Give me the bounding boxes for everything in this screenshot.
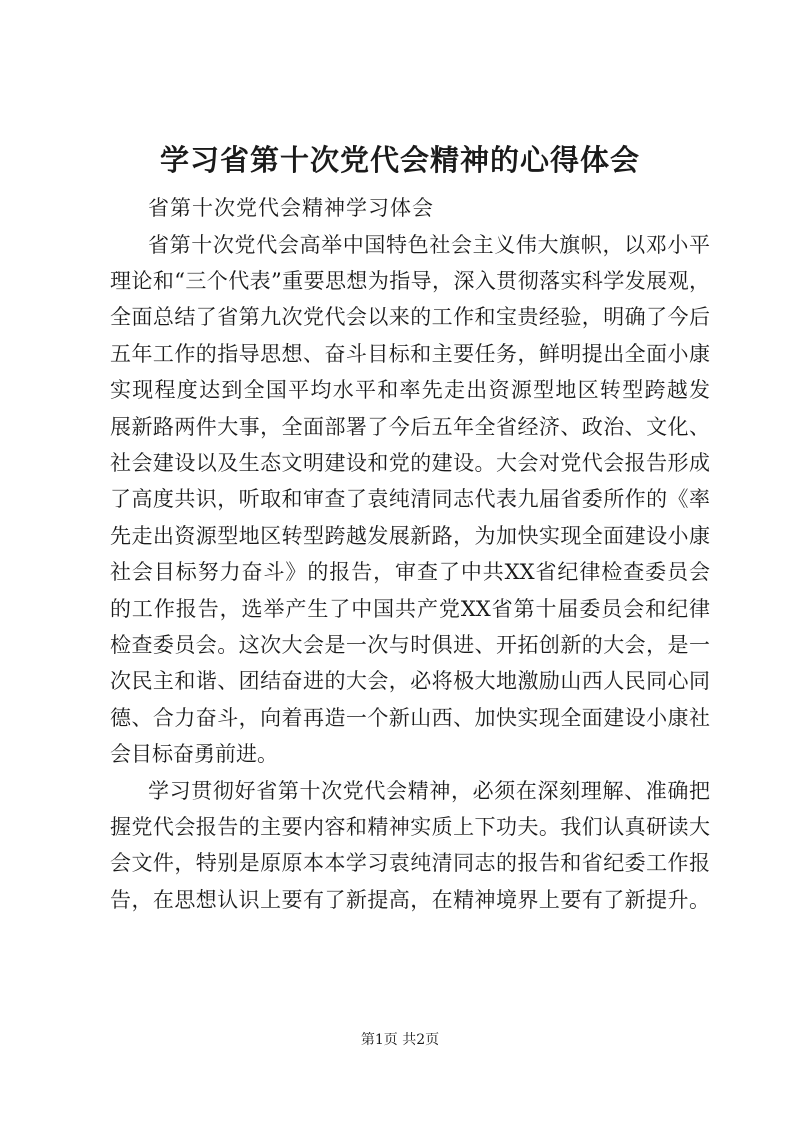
paragraph-1-line-6: 展新路两件大事，全面部署了今后五年全省经济、政治、文化、 xyxy=(110,415,710,439)
paragraph-1-line-14: 德、合力奋斗，向着再造一个新山西、加快实现全面建设小康社 xyxy=(110,706,710,730)
paragraph-1-line-13: 次民主和谐、团结奋进的大会，必将极大地激励山西人民同心同 xyxy=(110,669,710,693)
page-number-footer: 第1页 共2页 xyxy=(360,1032,440,1048)
paragraph-1-line-4: 五年工作的指导思想、奋斗目标和主要任务，鲜明提出全面小康 xyxy=(110,342,710,366)
paragraph-1-line-9: 先走出资源型地区转型跨越发展新路，为加快实现全面建设小康 xyxy=(110,524,710,548)
paragraph-2-line-2: 握党代会报告的主要内容和精神实质上下功夫。我们认真研读大 xyxy=(110,815,710,839)
paragraph-1-line-11: 的工作报告，选举产生了中国共产党XX省第十届委员会和纪律 xyxy=(110,597,710,621)
paragraph-1-line-3: 全面总结了省第九次党代会以来的工作和宝贵经验，明确了今后 xyxy=(110,305,710,329)
paragraph-1-line-2: 理论和“三个代表”重要思想为指导，深入贯彻落实科学发展观， xyxy=(110,269,710,293)
paragraph-2-line-1: 学习贯彻好省第十次党代会精神，必须在深刻理解、准确把 xyxy=(148,779,710,803)
document-subtitle: 省第十次党代会精神学习体会 xyxy=(148,196,434,220)
paragraph-1-line-1: 省第十次党代会高举中国特色社会主义伟大旗帜，以邓小平 xyxy=(148,233,710,257)
paragraph-1-line-12: 检查委员会。这次大会是一次与时俱进、开拓创新的大会，是一 xyxy=(110,633,710,657)
paragraph-2-line-4: 告，在思想认识上要有了新提高，在精神境界上要有了新提升。 xyxy=(110,888,710,912)
paragraph-1-line-5: 实现程度达到全国平均水平和率先走出资源型地区转型跨越发 xyxy=(110,378,710,402)
paragraph-1-line-15: 会目标奋勇前进。 xyxy=(110,742,278,766)
paragraph-1-line-8: 了高度共识，听取和审查了袁纯清同志代表九届省委所作的《率 xyxy=(110,487,710,511)
paragraph-2-line-3: 会文件，特别是原原本本学习袁纯清同志的报告和省纪委工作报 xyxy=(110,851,710,875)
document-title: 学习省第十次党代会精神的心得体会 xyxy=(159,143,640,177)
paragraph-1-line-7: 社会建设以及生态文明建设和党的建设。大会对党代会报告形成 xyxy=(110,451,710,475)
paragraph-1-line-10: 社会目标努力奋斗》的报告，审查了中共XX省纪律检查委员会 xyxy=(110,560,710,584)
